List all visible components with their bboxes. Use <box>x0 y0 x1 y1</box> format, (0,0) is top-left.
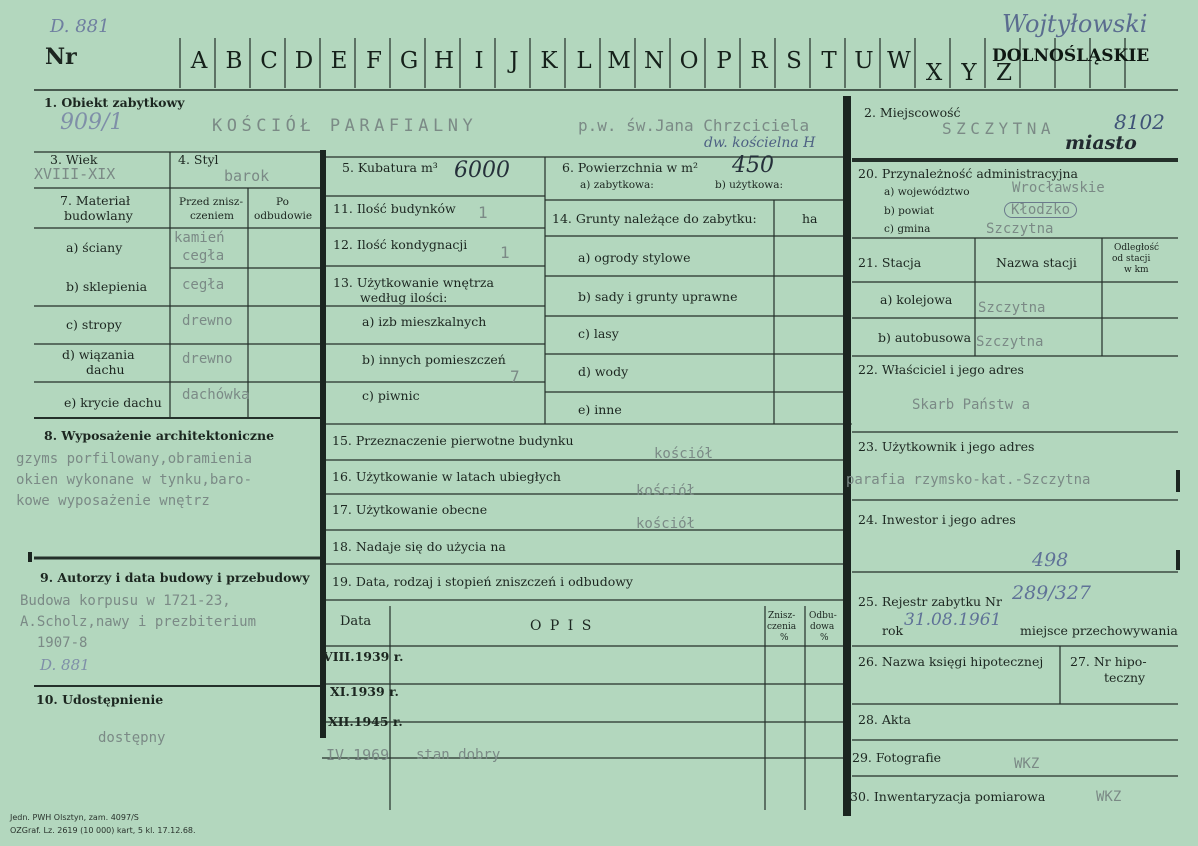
index-letter-r: R <box>750 48 768 74</box>
field-1-dedication: p.w. św.Jana Chrzciciela <box>578 116 810 135</box>
field-1-value: KOŚCIÓŁ PARAFIALNY <box>212 116 478 136</box>
index-letter-n: N <box>643 48 665 74</box>
field-4-value: barok <box>224 167 270 185</box>
field-22-value: Skarb Państw a <box>912 397 1031 413</box>
material-row-vaults: b) sklepienia <box>66 279 148 294</box>
col-station-name: Nazwa stacji <box>996 255 1077 270</box>
handwritten-town-type: miasto <box>1065 132 1137 154</box>
land-forests: c) lasy <box>578 326 619 341</box>
field-5-handwritten: 6000 <box>454 158 510 183</box>
damage-date-3: XII.1945 r. <box>328 714 403 729</box>
field-9-line-2: A.Scholz,nawy i prezbiterium <box>20 614 257 630</box>
damage-date-4: IV.1969 <box>326 746 390 764</box>
field-19-label: 19. Data, rodzaj i stopień zniszczeń i odbudowy <box>332 574 633 589</box>
land-orchards: b) sady i grunty uprawne <box>578 289 738 304</box>
field-20-a-label: a) województwo <box>884 186 970 198</box>
field-20-a-value: Wrocławskie <box>1012 180 1105 196</box>
material-walls-value-2: cegła <box>182 248 225 264</box>
material-ceilings-value: drewno <box>182 313 233 329</box>
land-other: e) inne <box>578 402 622 417</box>
field-1-label: 1. Obiekt zabytkowy <box>44 95 185 110</box>
col-opis: O P I S <box>530 618 594 634</box>
field-8-label: 8. Wyposażenie architektoniczne <box>44 428 275 443</box>
field-6-a-label: a) zabytkowa: <box>580 179 654 191</box>
field-4-label: 4. Styl <box>178 152 219 167</box>
handwritten-code: 8102 <box>1114 110 1165 134</box>
material-vaults-value: cegła <box>182 277 225 293</box>
field-14-unit: ha <box>802 211 818 226</box>
col-before-2: czeniem <box>190 210 234 222</box>
field-18-label: 18. Nadaje się do użycia na <box>332 539 506 554</box>
col-distance-2: od stacji <box>1112 254 1151 264</box>
region-label: DOLNOŚLĄSKIE <box>992 46 1150 66</box>
field-6-handwritten: 450 <box>732 153 774 178</box>
material-row-trusses: d) wiązania <box>62 347 135 362</box>
field-9-handwritten: D. 881 <box>40 656 90 674</box>
index-letter-l: L <box>576 48 592 74</box>
damage-opis-4: stan dobry <box>416 747 501 763</box>
land-gardens: a) ogrody stylowe <box>578 250 691 265</box>
field-24-label: 24. Inwestor i jego adres <box>858 512 1016 527</box>
index-letter-h: H <box>433 48 455 74</box>
col-o-pct: % <box>820 633 829 643</box>
index-letter-g: G <box>399 48 419 74</box>
handwritten-note-under: dw. kościelna H <box>704 135 816 151</box>
field-23-value: parafia rzymsko-kat.-Szczytna <box>846 472 1091 488</box>
index-letter-d: D <box>294 48 314 74</box>
field-12-label: 12. Ilość kondygnacji <box>333 237 468 252</box>
field-27-label: 27. Nr hipo- <box>1070 654 1147 669</box>
material-row-roofing: e) krycie dachu <box>64 395 162 410</box>
index-letter-x: X <box>925 60 943 86</box>
field-28-label: 28. Akta <box>858 712 911 727</box>
land-waters: d) wody <box>578 364 629 379</box>
index-letter-z: Z <box>996 60 1012 86</box>
handwritten-top-number: D. 881 <box>50 16 110 37</box>
index-letter-c: C <box>260 48 278 74</box>
index-letter-o: O <box>679 48 699 74</box>
field-25-label: 25. Rejestr zabytku Nr <box>858 594 1002 609</box>
station-rail-label: a) kolejowa <box>880 292 953 307</box>
field-8-line-2: okien wykonane w tynku,baro- <box>16 472 253 488</box>
usage-other-value: 7 <box>510 367 520 386</box>
field-10-label: 10. Udostępnienie <box>36 692 164 707</box>
field-6-b-label: b) użytkowa: <box>715 179 784 191</box>
field-30-value: WKZ <box>1096 789 1122 805</box>
field-7-label: 7. Materiał <box>60 193 131 208</box>
index-letter-k: K <box>540 48 558 74</box>
material-row-ceilings: c) stropy <box>66 317 122 332</box>
field-20-b-label: b) powiat <box>884 205 935 217</box>
register-place-label: miejsce przechowywania <box>1020 623 1178 638</box>
field-3-value: XVIII-XIX <box>34 165 116 183</box>
col-after-1: Po <box>276 196 289 208</box>
printer-info-2: OZGraf. Lz. 2619 (10 000) kart, 5 kl. 17.12.68. <box>10 826 196 835</box>
field-27-label-2: teczny <box>1104 670 1146 685</box>
col-z1: Znisz- <box>768 611 796 621</box>
index-letter-e: E <box>330 48 348 74</box>
material-row-trusses-2: dachu <box>86 362 125 377</box>
usage-cellars-label: c) piwnic <box>362 388 420 403</box>
material-row-walls: a) ściany <box>66 240 123 255</box>
field-20-c-value: Szczytna <box>986 221 1054 237</box>
col-z2: czenia <box>767 622 797 632</box>
field-8-line-3: kowe wyposażenie wnętrz <box>16 493 210 509</box>
printer-info-1: Jedn. PWH Olsztyn, zam. 4097/S <box>10 813 139 822</box>
col-o1: Odbu- <box>809 611 837 621</box>
field-13-label-2: według ilości: <box>360 290 448 305</box>
index-letter-p: P <box>716 48 732 74</box>
usage-rooms-label: a) izb mieszkalnych <box>362 314 487 329</box>
register-hw-number: 289/327 <box>1012 582 1091 604</box>
usage-other-label: b) innych pomieszczeń <box>362 352 506 367</box>
station-bus-value: Szczytna <box>976 334 1044 350</box>
field-22-label: 22. Właściciel i jego adres <box>858 362 1024 377</box>
index-letter-a: A <box>190 48 208 74</box>
field-14-label: 14. Grunty należące do zabytku: <box>552 211 757 226</box>
field-10-value: dostępny <box>98 730 166 746</box>
index-letter-j: J <box>509 48 519 74</box>
field-7-label-2: budowlany <box>64 208 133 223</box>
field-20-c-label: c) gmina <box>884 223 931 235</box>
index-letter-u: U <box>854 48 874 74</box>
field-17-value: kościół <box>636 516 696 532</box>
field-20-label: 20. Przynależność administracyjna <box>858 166 1078 181</box>
index-letter-s: S <box>786 48 802 74</box>
field-21-label: 21. Stacja <box>858 255 922 270</box>
field-26-label: 26. Nazwa księgi hipotecznej <box>858 654 1044 669</box>
field-6-label: 6. Powierzchnia w m² <box>562 160 699 175</box>
field-29-label: 29. Fotografie <box>852 750 942 765</box>
index-letter-y: Y <box>961 60 977 86</box>
station-rail-value: Szczytna <box>978 300 1046 316</box>
material-trusses-value: drewno <box>182 351 233 367</box>
field-17-label: 17. Użytkowanie obecne <box>332 502 488 517</box>
material-roofing-value: dachówka <box>182 387 250 403</box>
col-distance-1: Odległość <box>1114 243 1160 253</box>
field-5-label: 5. Kubatura m³ <box>342 160 438 175</box>
field-16-value: kościół <box>636 483 696 499</box>
field-11-label: 11. Ilość budynków <box>333 201 456 216</box>
handwritten-number-left: 909/1 <box>60 110 124 135</box>
index-letter-f: F <box>366 48 382 74</box>
field-9-line-3: 1907-8 <box>20 635 88 651</box>
index-letter-t: T <box>821 48 837 74</box>
nr-label: Nr <box>45 44 77 70</box>
col-distance-3: w km <box>1124 265 1149 275</box>
register-hw-number-top: 498 <box>1032 549 1069 571</box>
material-walls-value: kamień <box>174 230 225 246</box>
field-15-value: kościół <box>654 446 714 462</box>
station-bus-label: b) autobusowa <box>878 330 972 345</box>
field-16-label: 16. Użytkowanie w latach ubiegłych <box>332 469 561 484</box>
field-20-b-value: Kłodzko <box>1004 202 1077 218</box>
damage-date-2: XI.1939 r. <box>330 684 399 699</box>
index-letter-b: B <box>225 48 243 74</box>
field-9-line-1: Budowa korpusu w 1721-23, <box>20 593 231 609</box>
field-11-value: 1 <box>478 203 488 222</box>
handwritten-signature: Wojtyłowski <box>1002 10 1148 38</box>
col-after-2: odbudowie <box>254 210 313 222</box>
index-letter-m: M <box>607 48 631 74</box>
field-30-label: 30. Inwentaryzacja pomiarowa <box>850 789 1046 804</box>
field-2-value: SZCZYTNA <box>942 119 1056 138</box>
index-letter-w: W <box>887 48 911 74</box>
field-8-line-1: gzyms porfilowany,obramienia <box>16 451 253 467</box>
col-date: Data <box>340 614 372 629</box>
field-23-label: 23. Użytkownik i jego adres <box>858 439 1035 454</box>
field-13-label: 13. Użytkowanie wnętrza <box>333 275 494 290</box>
col-o2: dowa <box>810 622 835 632</box>
register-hw-date: 31.08.1961 <box>904 610 1002 630</box>
damage-date-1: VIII.1939 r. <box>323 649 404 664</box>
col-z-pct: % <box>780 633 789 643</box>
field-29-value: WKZ <box>1014 756 1040 772</box>
field-3-label: 3. Wiek <box>50 152 98 167</box>
index-letter-i: I <box>474 48 484 74</box>
field-15-label: 15. Przeznaczenie pierwotne budynku <box>332 433 574 448</box>
register-rok-label: rok <box>882 623 904 638</box>
col-before-1: Przed znisz- <box>179 196 244 208</box>
field-12-value: 1 <box>500 243 510 262</box>
field-2-label: 2. Miejscowość <box>864 105 961 120</box>
field-9-label: 9. Autorzy i data budowy i przebudowy <box>40 570 310 585</box>
